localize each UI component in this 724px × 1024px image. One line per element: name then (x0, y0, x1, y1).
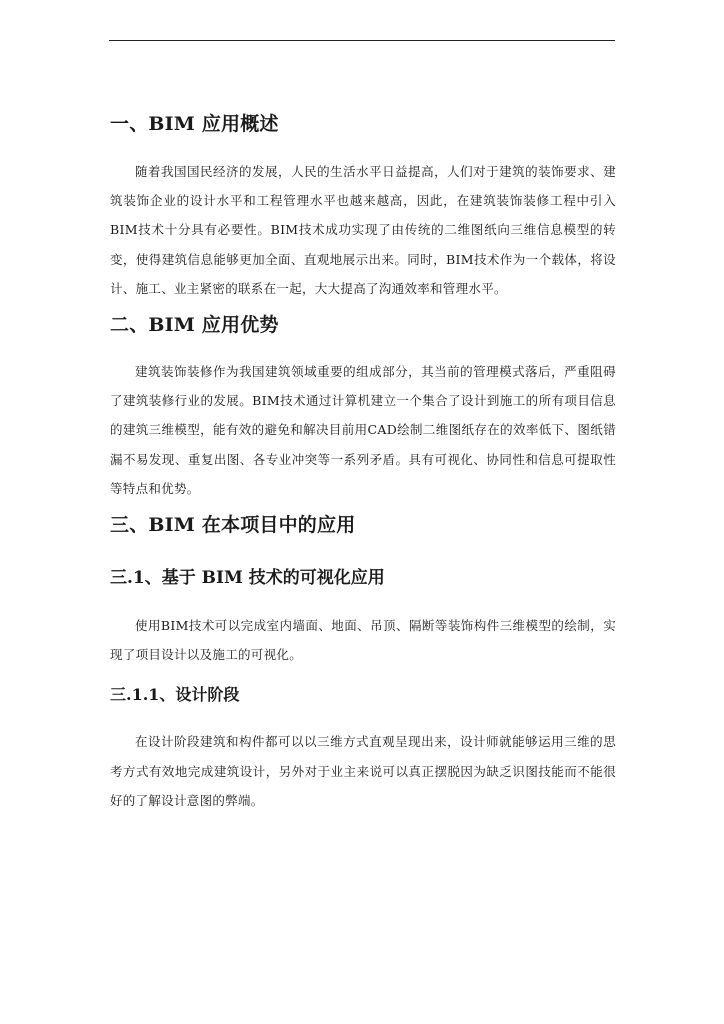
subsection-title-design-stage: 三.1.1、设计阶段 (110, 685, 240, 705)
section-title-overview: 一、BIM 应用概述 (110, 113, 279, 135)
section-title-advantages: 二、BIM 应用优势 (110, 314, 279, 337)
header-rule (109, 40, 615, 41)
subsection-title-visualization: 三.1、基于 BIM 技术的可视化应用 (110, 568, 385, 589)
subsection-paragraph-design-stage: 在设计阶段建筑和构件都可以以三维方式直观呈现出来，设计师就能够运用三维的思考方式有效地完成建筑设计，另外对于业主来说可以真正摆脱因为缺乏识图技能而不能很好的了解设计意图的弊端。 (110, 734, 616, 808)
subsection-paragraph-visualization: 使用BIM技术可以完成室内墙面、地面、吊顶、隔断等装饰构件三维模型的绘制，实现了项目设计以及施工的可视化。 (110, 618, 616, 663)
document-body (110, 110, 616, 815)
section-paragraph-advantages: 建筑装饰装修作为我国建筑领域重要的组成部分，其当前的管理模式落后，严重阻碍了建筑装修行业的发展。BIM技术通过计算机建立一个集合了设计到施工的所有项目信息的建筑三维模型，能有效的避免和解决目前用CAD绘制二维图纸存在的效率低下、图纸错漏不易发现、重复出图、各专业冲突等一系列矛盾。具有可视化、协同性和信息可提取性等特点和优势。 (110, 364, 616, 496)
section-paragraph-overview: 随着我国国民经济的发展，人民的生活水平日益提高，人们对于建筑的装饰要求、建筑装饰企业的设计水平和工程管理水平也越来越高，因此，在建筑装饰装修工程中引入BIM技术十分具有必要性。BIM技术成功实现了由传统的二维图纸向三维信息模型的转变，使得建筑信息能够更加全面、直观地展示出来。同时，BIM技术作为一个载体，将设计、施工、业主紧密的联系在一起，大大提高了沟通效率和管理水平。 (110, 164, 616, 296)
section-title-application: 三、BIM 在本项目中的应用 (110, 514, 356, 537)
